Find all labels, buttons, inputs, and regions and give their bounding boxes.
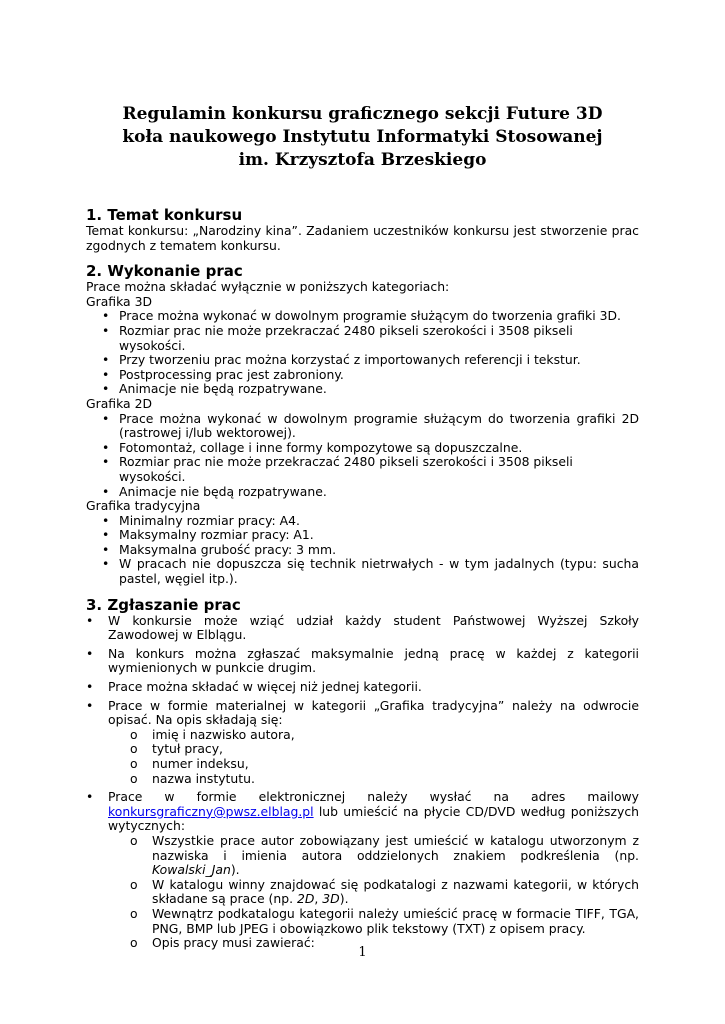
category-3d-label: Grafika 3D [86, 293, 153, 309]
category-traditional-list [86, 514, 639, 587]
submission-list [86, 614, 639, 951]
section-1-text: Temat konkursu: „Narodziny kina”. Zadaniem uczestników konkursu jest stworzenie prac zgodnych z tematem konkursu. [86, 223, 639, 253]
list-item: • Fotomontaż, collage i inne formy kompozytowe są dopuszczalne. [86, 441, 639, 456]
list-item: • Animacje nie będą rozpatrywane. [86, 382, 639, 397]
title-line-1: Regulamin konkursu graficznego sekcji Future 3D [122, 104, 603, 124]
list-item: • Postprocessing prac jest zabroniony. [86, 368, 639, 383]
guidelines-sublist [108, 834, 639, 951]
list-item [86, 699, 639, 787]
list-item: • Animacje nie będą rozpatrywane. [86, 485, 639, 500]
list-item: • Rozmiar prac nie może przekraczać 2480 pikseli szerokości i 3508 pikseli wysokości. [86, 324, 639, 353]
sublist-text: Wszystkie prace autor zobowiązany jest umieścić w katalogu utworzonym z nazwiska i imienia autora oddzielonych znakiem podkreślenia (np. [152, 832, 639, 863]
list-item [86, 790, 639, 951]
document-title [0, 103, 725, 172]
sublist-emphasis: Kowalski_Jan [152, 862, 231, 878]
list-item: • Maksymalna grubość pracy: 3 mm. [86, 543, 639, 558]
sublist-item [108, 834, 639, 878]
sublist-item: o imię i nazwisko autora, [108, 728, 639, 743]
item-text: Prace w formie elektronicznej należy wysłać na adres mailowy [108, 789, 639, 805]
sublist-item: o numer indeksu, [108, 757, 639, 772]
category-3d-list [86, 309, 639, 397]
sublist-emphasis: 3D [322, 891, 340, 907]
sublist-emphasis: 2D [296, 891, 315, 907]
email-link[interactable]: konkursgraficzny@pwsz.elblag.pl [108, 803, 314, 819]
list-item: • Prace można wykonać w dowolnym programie służącym do tworzenia grafiki 3D. [86, 309, 639, 324]
sublist-text: ). [230, 862, 240, 878]
sublist-item: o nazwa instytutu. [108, 772, 639, 787]
sublist-item: o Wewnątrz podkatalogu kategorii należy umieścić pracę w formacie TIFF, TGA, PNG, BMP lub JPEG i obowiązkowo plik tekstowy (TXT) z opisem pracy. [108, 907, 639, 936]
title-line-3: im. Krzysztofa Brzeskiego [238, 150, 487, 170]
sublist-item: o Opis pracy musi zawierać: [108, 936, 639, 951]
sublist-text: , [314, 891, 323, 907]
list-item: • W konkursie może wziąć udział każdy student Państwowej Wyższej Szkoły Zawodowej w Elblągu. [86, 614, 639, 643]
category-2d-label: Grafika 2D [86, 395, 153, 411]
sublist-text: W katalogu winny znajdować się podkatalogi z nazwami kategorii, w których składane są prace (np. [152, 876, 639, 907]
list-item: • Na konkurs można zgłaszać maksymalnie jedną pracę w każdej z kategorii wymienionych w punkcie drugim. [86, 647, 639, 676]
section-2-intro: Prace można składać wyłącznie w poniższych kategoriach: [86, 279, 450, 295]
document-body [86, 206, 639, 951]
section-2-heading: 2. Wykonanie prac [86, 262, 243, 281]
item-text: Prace w formie materialnej w kategorii „Grafika tradycyjna” należy na odwrocie opisać. Na opis składają się: [108, 697, 639, 728]
list-item: • W pracach nie dopuszcza się technik nietrwałych - w tym jadalnych (typu: sucha pastel, węgiel itp.). [86, 557, 639, 586]
sublist-text: ). [339, 891, 349, 907]
list-item: • Minimalny rozmiar pracy: A4. [86, 514, 639, 529]
category-traditional-label: Grafika tradycyjna [86, 498, 201, 514]
title-line-2: koła naukowego Instytutu Informatyki Stosowanej [122, 127, 603, 147]
list-item: • Rozmiar prac nie może przekraczać 2480 pikseli szerokości i 3508 pikseli wysokości. [86, 455, 639, 484]
list-item: • Prace można wykonać w dowolnym programie służącym do tworzenia grafiki 2D (rastrowej i/lub wektorowej). [86, 412, 639, 441]
section-3-heading: 3. Zgłaszanie prac [86, 595, 241, 614]
list-item: • Przy tworzeniu prac można korzystać z importowanych referencji i tekstur. [86, 353, 639, 368]
description-sublist [108, 728, 639, 786]
page-number: 1 [358, 945, 367, 960]
list-item: • Maksymalny rozmiar pracy: A1. [86, 528, 639, 543]
sublist-item [108, 878, 639, 907]
section-1-heading: 1. Temat konkursu [86, 206, 243, 224]
item-text: lub umieścić na płycie CD/DVD według poniższych wytycznych: [108, 803, 639, 834]
sublist-item: o tytuł pracy, [108, 742, 639, 757]
category-2d-list [86, 412, 639, 500]
list-item: • Prace można składać w więcej niż jednej kategorii. [86, 680, 639, 695]
